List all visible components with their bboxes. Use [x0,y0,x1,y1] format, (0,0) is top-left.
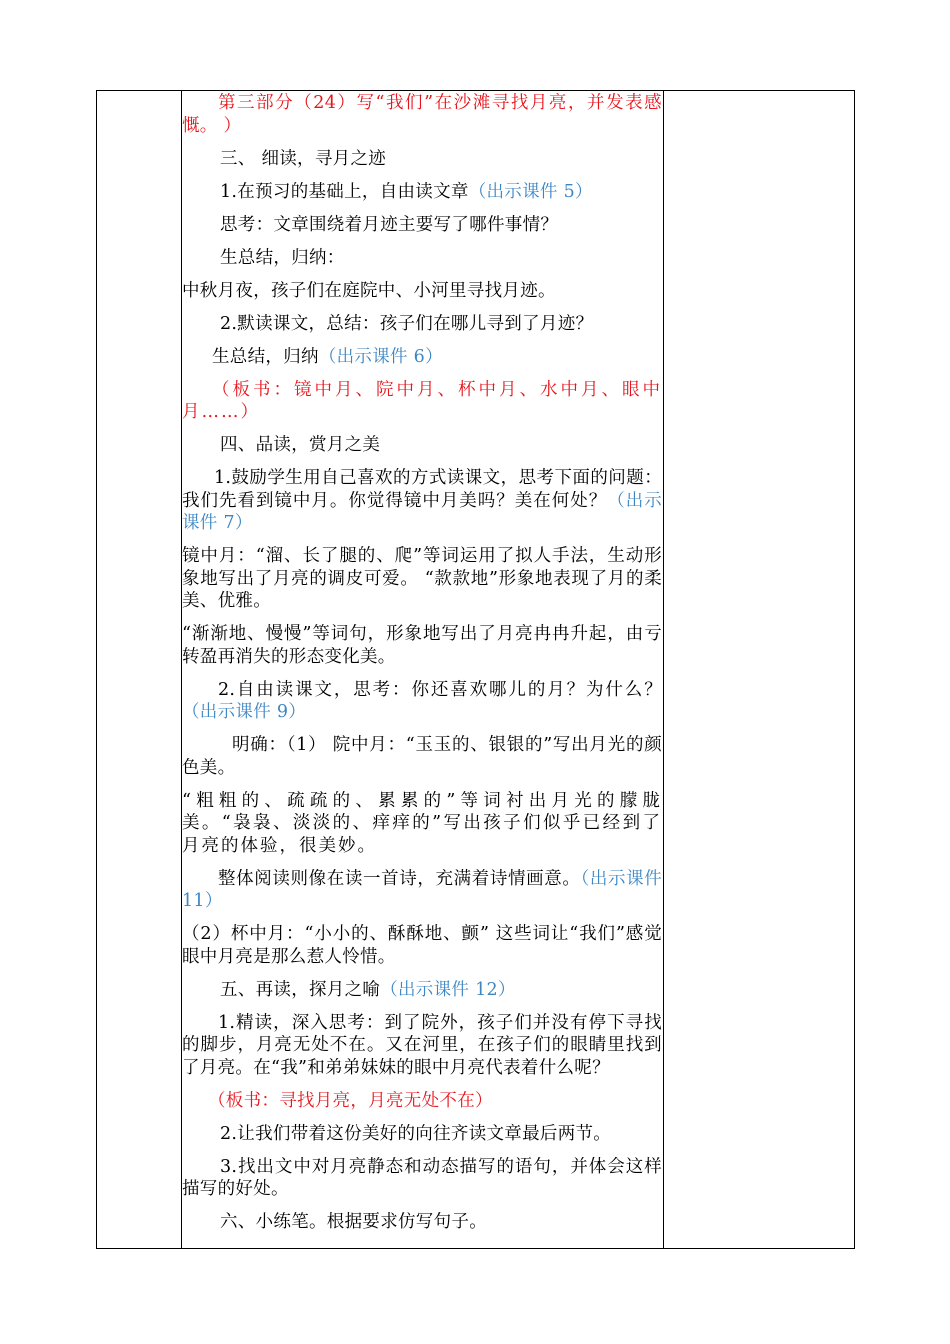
paragraph-step-1: 1.在预习的基础上，自由读文章（出示课件 5） [220,181,593,202]
paragraph-gradual: “渐渐地、慢慢”等词句，形象地写出了月亮冉冉升起，由亏转盈再消失的形态变化美。 [182,624,662,667]
heading-section-5: 五、再读，探月之喻（出示课件 12） [220,979,516,1000]
paragraph-read-aloud: 2.让我们带着这份美好的向往齐读文章最后两节。 [220,1123,612,1144]
heading-section-6: 六、小练笔。根据要求仿写句子。 [220,1212,487,1232]
paragraph-cup-moon: （2）杯中月：“小小的、酥酥地、颤” 这些词让“我们”感觉眼中月亮是那么惹人怜惜。 [182,924,662,967]
paragraph-close-reading: 1.精读，深入思考：到了院外，孩子们并没有停下寻找的脚步，月亮无处不在。又在河里，在孩子们的眼睛里找到了月亮。在“我”和弟弟妹妹的眼中月亮代表着什么呢？ [182,1012,662,1078]
paragraph-appreciate: 1.鼓励学生用自己喜欢的方式读课文，思考下面的问题：我们先看到镜中月。你觉得镜中月美吗？美在何处？（出示课件 7） [182,468,662,533]
paragraph-step-2: 2.默读课文，总结：孩子们在哪儿寻到了月迹？ [220,313,594,334]
heading-section-4: 四、品读，赏月之美 [220,435,381,455]
slide-reference: （出示课件 11） [182,868,663,911]
slide-reference: （出示课件 5） [468,181,593,202]
slide-reference: （出示课件 9） [182,702,307,722]
paragraph-poem: 整体阅读则像在读一首诗，充满着诗情画意。（出示课件 11） [182,868,663,911]
paragraph-summary: 生总结，归纳（出示课件 6） [212,346,443,367]
paragraph-summary-prompt: 生总结，归纳： [220,247,345,268]
paragraph-courtyard-moon: 明确：（1） 院中月：“玉玉的、银银的”写出月光的颜色美。 [182,735,662,778]
paragraph-question: 思考：文章围绕着月迹主要写了哪件事情？ [220,214,559,235]
paragraph-part3: 第三部分（24）写“我们”在沙滩寻找月亮，并发表感慨。 ） [182,93,662,136]
paragraph-hazy: “粗粗的、疏疏的、累累的”等词衬出月光的朦胧美。“袅袅、淡淡的、痒痒的”写出孩子们似乎已经到了月亮的体验，很美妙。 [182,790,662,856]
slide-reference: （出示课件 12） [380,979,516,1000]
paragraph-answer: 中秋月夜，孩子们在庭院中、小河里寻找月迹。 [182,280,556,301]
board-notes-1: （板书：镜中月、院中月、杯中月、水中月、眼中月……） [182,379,662,422]
lesson-content [182,92,662,1244]
board-notes-2: （板书：寻找月亮，月亮无处不在） [208,1090,493,1111]
column-divider-right [663,91,664,1248]
slide-reference: （出示课件 7） [182,490,662,533]
paragraph-mirror-moon: 镜中月：“溜、长了腿的、爬”等词运用了拟人手法，生动形象地写出了月亮的调皮可爱。 “款款地”形象地表现了月的柔美、优雅。 [182,546,662,611]
paragraph-step-2b: 2.自由读课文，思考：你还喜欢哪儿的月？为什么？（出示课件 9） [182,679,662,722]
heading-section-3: 三、 细读，寻月之迹 [220,148,387,169]
paragraph-descriptions: 3.找出文中对月亮静态和动态描写的语句，并体会这样描写的好处。 [182,1156,662,1199]
slide-reference: （出示课件 6） [318,346,443,367]
